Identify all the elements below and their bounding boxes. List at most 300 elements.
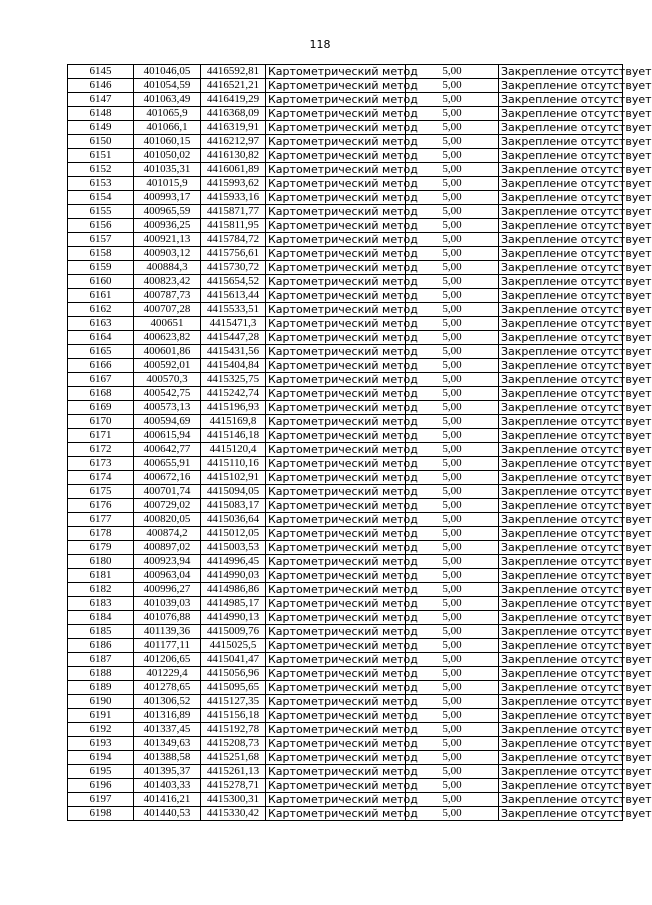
fixation-cell: Закрепление отсутствует	[499, 751, 623, 765]
accuracy-cell: 5,00	[406, 639, 499, 653]
point-number-cell: 6166	[68, 359, 134, 373]
x-coordinate-cell: 400820,05	[134, 513, 201, 527]
point-number-cell: 6153	[68, 177, 134, 191]
method-cell: Картометрический метод	[266, 289, 406, 303]
x-coordinate-cell: 401229,4	[134, 667, 201, 681]
fixation-cell: Закрепление отсутствует	[499, 667, 623, 681]
accuracy-cell: 5,00	[406, 457, 499, 471]
point-number-cell: 6188	[68, 667, 134, 681]
y-coordinate-cell: 4415095,65	[201, 681, 266, 695]
method-cell: Картометрический метод	[266, 107, 406, 121]
table-row	[68, 709, 623, 723]
x-coordinate-cell: 401015,9	[134, 177, 201, 191]
table-row	[68, 485, 623, 499]
table-row	[68, 191, 623, 205]
point-number-cell: 6197	[68, 793, 134, 807]
y-coordinate-cell: 4416212,97	[201, 135, 266, 149]
point-number-cell: 6173	[68, 457, 134, 471]
x-coordinate-cell: 401139,36	[134, 625, 201, 639]
point-number-cell: 6180	[68, 555, 134, 569]
fixation-cell: Закрепление отсутствует	[499, 695, 623, 709]
point-number-cell: 6168	[68, 387, 134, 401]
table-row	[68, 443, 623, 457]
accuracy-cell: 5,00	[406, 541, 499, 555]
fixation-cell: Закрепление отсутствует	[499, 219, 623, 233]
table-row	[68, 611, 623, 625]
point-number-cell: 6184	[68, 611, 134, 625]
point-number-cell: 6178	[68, 527, 134, 541]
point-number-cell: 6158	[68, 247, 134, 261]
x-coordinate-cell: 401177,11	[134, 639, 201, 653]
x-coordinate-cell: 401054,59	[134, 79, 201, 93]
point-number-cell: 6186	[68, 639, 134, 653]
point-number-cell: 6187	[68, 653, 134, 667]
method-cell: Картометрический метод	[266, 65, 406, 79]
method-cell: Картометрический метод	[266, 415, 406, 429]
fixation-cell: Закрепление отсутствует	[499, 471, 623, 485]
point-number-cell: 6163	[68, 317, 134, 331]
y-coordinate-cell: 4416061,89	[201, 163, 266, 177]
method-cell: Картометрический метод	[266, 387, 406, 401]
y-coordinate-cell: 4415756,61	[201, 247, 266, 261]
point-number-cell: 6162	[68, 303, 134, 317]
point-number-cell: 6154	[68, 191, 134, 205]
method-cell: Картометрический метод	[266, 485, 406, 499]
y-coordinate-cell: 4415192,78	[201, 723, 266, 737]
fixation-cell: Закрепление отсутствует	[499, 527, 623, 541]
table-row	[68, 93, 623, 107]
x-coordinate-cell: 400965,59	[134, 205, 201, 219]
y-coordinate-cell: 4416521,21	[201, 79, 266, 93]
accuracy-cell: 5,00	[406, 65, 499, 79]
fixation-cell: Закрепление отсутствует	[499, 723, 623, 737]
y-coordinate-cell: 4415447,28	[201, 331, 266, 345]
page-number: 118	[309, 38, 331, 51]
y-coordinate-cell: 4415613,44	[201, 289, 266, 303]
x-coordinate-cell: 400655,91	[134, 457, 201, 471]
method-cell: Картометрический метод	[266, 233, 406, 247]
table-row	[68, 79, 623, 93]
x-coordinate-cell: 400884,3	[134, 261, 201, 275]
y-coordinate-cell: 4415471,3	[201, 317, 266, 331]
method-cell: Картометрический метод	[266, 751, 406, 765]
method-cell: Картометрический метод	[266, 611, 406, 625]
accuracy-cell: 5,00	[406, 135, 499, 149]
method-cell: Картометрический метод	[266, 527, 406, 541]
method-cell: Картометрический метод	[266, 219, 406, 233]
accuracy-cell: 5,00	[406, 751, 499, 765]
x-coordinate-cell: 400787,73	[134, 289, 201, 303]
fixation-cell: Закрепление отсутствует	[499, 611, 623, 625]
table-row	[68, 415, 623, 429]
fixation-cell: Закрепление отсутствует	[499, 149, 623, 163]
method-cell: Картометрический метод	[266, 499, 406, 513]
y-coordinate-cell: 4415278,71	[201, 779, 266, 793]
x-coordinate-cell: 400651	[134, 317, 201, 331]
fixation-cell: Закрепление отсутствует	[499, 401, 623, 415]
table-row	[68, 177, 623, 191]
table-row	[68, 331, 623, 345]
accuracy-cell: 5,00	[406, 499, 499, 513]
y-coordinate-cell: 4416319,91	[201, 121, 266, 135]
x-coordinate-cell: 400921,13	[134, 233, 201, 247]
point-number-cell: 6167	[68, 373, 134, 387]
x-coordinate-cell: 401066,1	[134, 121, 201, 135]
x-coordinate-cell: 400897,02	[134, 541, 201, 555]
method-cell: Картометрический метод	[266, 793, 406, 807]
point-number-cell: 6189	[68, 681, 134, 695]
x-coordinate-cell: 401060,15	[134, 135, 201, 149]
table-row	[68, 513, 623, 527]
fixation-cell: Закрепление отсутствует	[499, 331, 623, 345]
x-coordinate-cell: 401206,65	[134, 653, 201, 667]
point-number-cell: 6148	[68, 107, 134, 121]
method-cell: Картометрический метод	[266, 429, 406, 443]
fixation-cell: Закрепление отсутствует	[499, 163, 623, 177]
y-coordinate-cell: 4415261,13	[201, 765, 266, 779]
fixation-cell: Закрепление отсутствует	[499, 429, 623, 443]
method-cell: Картометрический метод	[266, 93, 406, 107]
x-coordinate-cell: 400594,69	[134, 415, 201, 429]
point-number-cell: 6150	[68, 135, 134, 149]
method-cell: Картометрический метод	[266, 121, 406, 135]
x-coordinate-cell: 401306,52	[134, 695, 201, 709]
point-number-cell: 6183	[68, 597, 134, 611]
table-row	[68, 681, 623, 695]
accuracy-cell: 5,00	[406, 345, 499, 359]
y-coordinate-cell: 4415036,64	[201, 513, 266, 527]
method-cell: Картометрический метод	[266, 163, 406, 177]
table-row	[68, 163, 623, 177]
fixation-cell: Закрепление отсутствует	[499, 779, 623, 793]
y-coordinate-cell: 4415102,91	[201, 471, 266, 485]
point-number-cell: 6176	[68, 499, 134, 513]
accuracy-cell: 5,00	[406, 415, 499, 429]
table-row	[68, 247, 623, 261]
y-coordinate-cell: 4415933,16	[201, 191, 266, 205]
table-row	[68, 499, 623, 513]
table-row	[68, 527, 623, 541]
table-row	[68, 289, 623, 303]
table-row	[68, 737, 623, 751]
accuracy-cell: 5,00	[406, 387, 499, 401]
table-row	[68, 205, 623, 219]
y-coordinate-cell: 4414996,45	[201, 555, 266, 569]
accuracy-cell: 5,00	[406, 667, 499, 681]
fixation-cell: Закрепление отсутствует	[499, 709, 623, 723]
table-row	[68, 387, 623, 401]
y-coordinate-cell: 4415654,52	[201, 275, 266, 289]
x-coordinate-cell: 401316,89	[134, 709, 201, 723]
x-coordinate-cell: 400707,28	[134, 303, 201, 317]
method-cell: Картометрический метод	[266, 177, 406, 191]
x-coordinate-cell: 400573,13	[134, 401, 201, 415]
accuracy-cell: 5,00	[406, 247, 499, 261]
accuracy-cell: 5,00	[406, 471, 499, 485]
method-cell: Картометрический метод	[266, 275, 406, 289]
method-cell: Картометрический метод	[266, 653, 406, 667]
table-row	[68, 751, 623, 765]
accuracy-cell: 5,00	[406, 429, 499, 443]
fixation-cell: Закрепление отсутствует	[499, 373, 623, 387]
accuracy-cell: 5,00	[406, 219, 499, 233]
method-cell: Картометрический метод	[266, 191, 406, 205]
method-cell: Картометрический метод	[266, 247, 406, 261]
x-coordinate-cell: 400542,75	[134, 387, 201, 401]
y-coordinate-cell: 4415169,8	[201, 415, 266, 429]
point-number-cell: 6190	[68, 695, 134, 709]
y-coordinate-cell: 4415251,68	[201, 751, 266, 765]
fixation-cell: Закрепление отсутствует	[499, 387, 623, 401]
fixation-cell: Закрепление отсутствует	[499, 653, 623, 667]
table-row	[68, 373, 623, 387]
fixation-cell: Закрепление отсутствует	[499, 79, 623, 93]
coordinates-table-body	[68, 65, 652, 821]
point-number-cell: 6170	[68, 415, 134, 429]
point-number-cell: 6181	[68, 569, 134, 583]
point-number-cell: 6169	[68, 401, 134, 415]
table-row	[68, 401, 623, 415]
point-number-cell: 6155	[68, 205, 134, 219]
x-coordinate-cell: 401416,21	[134, 793, 201, 807]
x-coordinate-cell: 401076,88	[134, 611, 201, 625]
accuracy-cell: 5,00	[406, 261, 499, 275]
y-coordinate-cell: 4415730,72	[201, 261, 266, 275]
method-cell: Картометрический метод	[266, 709, 406, 723]
accuracy-cell: 5,00	[406, 205, 499, 219]
table-row	[68, 429, 623, 443]
point-number-cell: 6195	[68, 765, 134, 779]
fixation-cell: Закрепление отсутствует	[499, 233, 623, 247]
accuracy-cell: 5,00	[406, 681, 499, 695]
point-number-cell: 6151	[68, 149, 134, 163]
fixation-cell: Закрепление отсутствует	[499, 205, 623, 219]
fixation-cell: Закрепление отсутствует	[499, 93, 623, 107]
accuracy-cell: 5,00	[406, 555, 499, 569]
x-coordinate-cell: 401337,45	[134, 723, 201, 737]
x-coordinate-cell: 401403,33	[134, 779, 201, 793]
point-number-cell: 6192	[68, 723, 134, 737]
accuracy-cell: 5,00	[406, 331, 499, 345]
fixation-cell: Закрепление отсутствует	[499, 135, 623, 149]
y-coordinate-cell: 4415120,4	[201, 443, 266, 457]
point-number-cell: 6149	[68, 121, 134, 135]
fixation-cell: Закрепление отсутствует	[499, 499, 623, 513]
y-coordinate-cell: 4414986,86	[201, 583, 266, 597]
method-cell: Картометрический метод	[266, 695, 406, 709]
fixation-cell: Закрепление отсутствует	[499, 107, 623, 121]
x-coordinate-cell: 400936,25	[134, 219, 201, 233]
table-row	[68, 121, 623, 135]
method-cell: Картометрический метод	[266, 639, 406, 653]
fixation-cell: Закрепление отсутствует	[499, 359, 623, 373]
fixation-cell: Закрепление отсутствует	[499, 191, 623, 205]
method-cell: Картометрический метод	[266, 373, 406, 387]
table-row	[68, 653, 623, 667]
y-coordinate-cell: 4414990,03	[201, 569, 266, 583]
point-number-cell: 6157	[68, 233, 134, 247]
accuracy-cell: 5,00	[406, 233, 499, 247]
accuracy-cell: 5,00	[406, 485, 499, 499]
x-coordinate-cell: 400623,82	[134, 331, 201, 345]
accuracy-cell: 5,00	[406, 807, 499, 821]
fixation-cell: Закрепление отсутствует	[499, 597, 623, 611]
x-coordinate-cell: 401035,31	[134, 163, 201, 177]
point-number-cell: 6194	[68, 751, 134, 765]
table-row	[68, 135, 623, 149]
table-row	[68, 583, 623, 597]
x-coordinate-cell: 401395,37	[134, 765, 201, 779]
method-cell: Картометрический метод	[266, 569, 406, 583]
table-row	[68, 261, 623, 275]
y-coordinate-cell: 4415242,74	[201, 387, 266, 401]
method-cell: Картометрический метод	[266, 457, 406, 471]
fixation-cell: Закрепление отсутствует	[499, 415, 623, 429]
method-cell: Картометрический метод	[266, 79, 406, 93]
table-row	[68, 359, 623, 373]
fixation-cell: Закрепление отсутствует	[499, 793, 623, 807]
y-coordinate-cell: 4415041,47	[201, 653, 266, 667]
x-coordinate-cell: 401065,9	[134, 107, 201, 121]
y-coordinate-cell: 4416368,09	[201, 107, 266, 121]
accuracy-cell: 5,00	[406, 289, 499, 303]
fixation-cell: Закрепление отсутствует	[499, 681, 623, 695]
table-row	[68, 695, 623, 709]
x-coordinate-cell: 400874,2	[134, 527, 201, 541]
y-coordinate-cell: 4415208,73	[201, 737, 266, 751]
table-row	[68, 303, 623, 317]
accuracy-cell: 5,00	[406, 737, 499, 751]
accuracy-cell: 5,00	[406, 765, 499, 779]
table-row	[68, 569, 623, 583]
accuracy-cell: 5,00	[406, 275, 499, 289]
fixation-cell: Закрепление отсутствует	[499, 765, 623, 779]
accuracy-cell: 5,00	[406, 443, 499, 457]
fixation-cell: Закрепление отсутствует	[499, 289, 623, 303]
x-coordinate-cell: 400903,12	[134, 247, 201, 261]
point-number-cell: 6182	[68, 583, 134, 597]
accuracy-cell: 5,00	[406, 793, 499, 807]
x-coordinate-cell: 400701,74	[134, 485, 201, 499]
fixation-cell: Закрепление отсутствует	[499, 65, 623, 79]
method-cell: Картометрический метод	[266, 135, 406, 149]
table-row	[68, 597, 623, 611]
method-cell: Картометрический метод	[266, 779, 406, 793]
accuracy-cell: 5,00	[406, 191, 499, 205]
table-row	[68, 345, 623, 359]
method-cell: Картометрический метод	[266, 737, 406, 751]
y-coordinate-cell: 4415056,96	[201, 667, 266, 681]
fixation-cell: Закрепление отсутствует	[499, 737, 623, 751]
coordinates-table	[67, 64, 652, 821]
accuracy-cell: 5,00	[406, 401, 499, 415]
table-row	[68, 107, 623, 121]
accuracy-cell: 5,00	[406, 79, 499, 93]
y-coordinate-cell: 4416130,82	[201, 149, 266, 163]
accuracy-cell: 5,00	[406, 163, 499, 177]
y-coordinate-cell: 4414985,17	[201, 597, 266, 611]
fixation-cell: Закрепление отсутствует	[499, 317, 623, 331]
y-coordinate-cell: 4415003,53	[201, 541, 266, 555]
fixation-cell: Закрепление отсутствует	[499, 513, 623, 527]
point-number-cell: 6145	[68, 65, 134, 79]
point-number-cell: 6159	[68, 261, 134, 275]
x-coordinate-cell: 400996,27	[134, 583, 201, 597]
x-coordinate-cell: 400729,02	[134, 499, 201, 513]
point-number-cell: 6177	[68, 513, 134, 527]
table-row	[68, 765, 623, 779]
method-cell: Картометрический метод	[266, 205, 406, 219]
x-coordinate-cell: 400601,86	[134, 345, 201, 359]
x-coordinate-cell: 400672,16	[134, 471, 201, 485]
x-coordinate-cell: 400963,04	[134, 569, 201, 583]
accuracy-cell: 5,00	[406, 583, 499, 597]
method-cell: Картометрический метод	[266, 513, 406, 527]
y-coordinate-cell: 4415156,18	[201, 709, 266, 723]
fixation-cell: Закрепление отсутствует	[499, 345, 623, 359]
method-cell: Картометрический метод	[266, 541, 406, 555]
accuracy-cell: 5,00	[406, 625, 499, 639]
point-number-cell: 6196	[68, 779, 134, 793]
table-row	[68, 555, 623, 569]
fixation-cell: Закрепление отсутствует	[499, 303, 623, 317]
y-coordinate-cell: 4415811,95	[201, 219, 266, 233]
x-coordinate-cell: 400570,3	[134, 373, 201, 387]
table-row	[68, 149, 623, 163]
point-number-cell: 6152	[68, 163, 134, 177]
y-coordinate-cell: 4415300,31	[201, 793, 266, 807]
x-coordinate-cell: 400993,17	[134, 191, 201, 205]
fixation-cell: Закрепление отсутствует	[499, 569, 623, 583]
y-coordinate-cell: 4415871,77	[201, 205, 266, 219]
x-coordinate-cell: 401349,63	[134, 737, 201, 751]
table-row	[68, 779, 623, 793]
table-row	[68, 793, 623, 807]
method-cell: Картометрический метод	[266, 765, 406, 779]
y-coordinate-cell: 4415431,56	[201, 345, 266, 359]
accuracy-cell: 5,00	[406, 611, 499, 625]
accuracy-cell: 5,00	[406, 779, 499, 793]
accuracy-cell: 5,00	[406, 569, 499, 583]
point-number-cell: 6160	[68, 275, 134, 289]
method-cell: Картометрический метод	[266, 625, 406, 639]
y-coordinate-cell: 4415012,05	[201, 527, 266, 541]
method-cell: Картометрический метод	[266, 149, 406, 163]
x-coordinate-cell: 400615,94	[134, 429, 201, 443]
x-coordinate-cell: 401050,02	[134, 149, 201, 163]
table-row	[68, 317, 623, 331]
fixation-cell: Закрепление отсутствует	[499, 583, 623, 597]
table-row	[68, 625, 623, 639]
method-cell: Картометрический метод	[266, 401, 406, 415]
fixation-cell: Закрепление отсутствует	[499, 541, 623, 555]
y-coordinate-cell: 4415533,51	[201, 303, 266, 317]
y-coordinate-cell: 4415110,16	[201, 457, 266, 471]
point-number-cell: 6147	[68, 93, 134, 107]
table-row	[68, 65, 623, 79]
x-coordinate-cell: 401278,65	[134, 681, 201, 695]
point-number-cell: 6156	[68, 219, 134, 233]
fixation-cell: Закрепление отсутствует	[499, 177, 623, 191]
accuracy-cell: 5,00	[406, 149, 499, 163]
method-cell: Картометрический метод	[266, 317, 406, 331]
table-row	[68, 667, 623, 681]
fixation-cell: Закрепление отсутствует	[499, 639, 623, 653]
fixation-cell: Закрепление отсутствует	[499, 247, 623, 261]
accuracy-cell: 5,00	[406, 373, 499, 387]
y-coordinate-cell: 4415196,93	[201, 401, 266, 415]
accuracy-cell: 5,00	[406, 709, 499, 723]
